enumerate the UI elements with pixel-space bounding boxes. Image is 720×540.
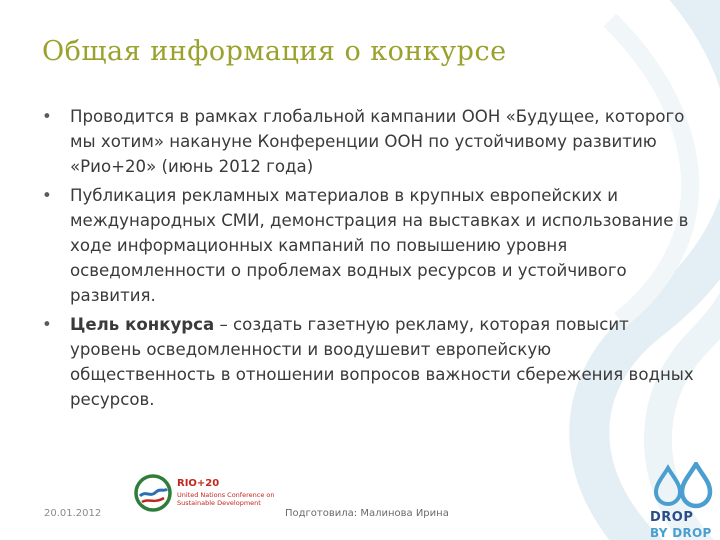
bullet-item xyxy=(40,104,700,179)
footer-date: 20.01.2012 xyxy=(44,508,102,519)
footer-author: Подготовила: Малинова Ирина xyxy=(285,508,449,519)
bullet-text: – создать газетную рекламу, которая повысит уровень осведомленности и воодушевит европейскую общественность в отношении вопросов важности сбережения водных ресурсов. xyxy=(70,315,694,409)
bullet-marker: • xyxy=(42,315,52,334)
rio20-logo xyxy=(132,472,282,520)
bullet-item xyxy=(40,312,700,412)
slide-title: Общая информация о конкурсе xyxy=(42,36,507,67)
bullet-emphasis: Цель конкурса xyxy=(70,315,215,334)
rio20-subtitle: United Nations Conference on Sustainable Development xyxy=(177,491,275,507)
bullet-list xyxy=(40,104,700,416)
bullet-item xyxy=(40,183,700,308)
rio20-emblem-icon xyxy=(132,472,174,514)
bullet-marker: • xyxy=(42,186,52,205)
drop-logo-line1: DROP xyxy=(650,510,694,525)
water-drops-icon xyxy=(648,462,718,510)
drop-logo-line2: BY DROP xyxy=(650,526,712,540)
bullet-text: Публикация рекламных материалов в крупных европейских и международных СМИ, демонстрация на выставках и использование в ходе информационных кампаний по повышению уровня осведомленности о проблемах водных ресурсов и устойчивого развития. xyxy=(70,186,689,305)
bullet-marker: • xyxy=(42,107,52,126)
drop-by-drop-logo xyxy=(648,462,718,540)
rio20-title: RIO+20 xyxy=(177,478,220,489)
bullet-text: Проводится в рамках глобальной кампании ООН «Будущее, которого мы хотим» накануне Конференции ООН по устойчивому развитию «Рио+20» (июнь 2012 года) xyxy=(70,107,685,176)
